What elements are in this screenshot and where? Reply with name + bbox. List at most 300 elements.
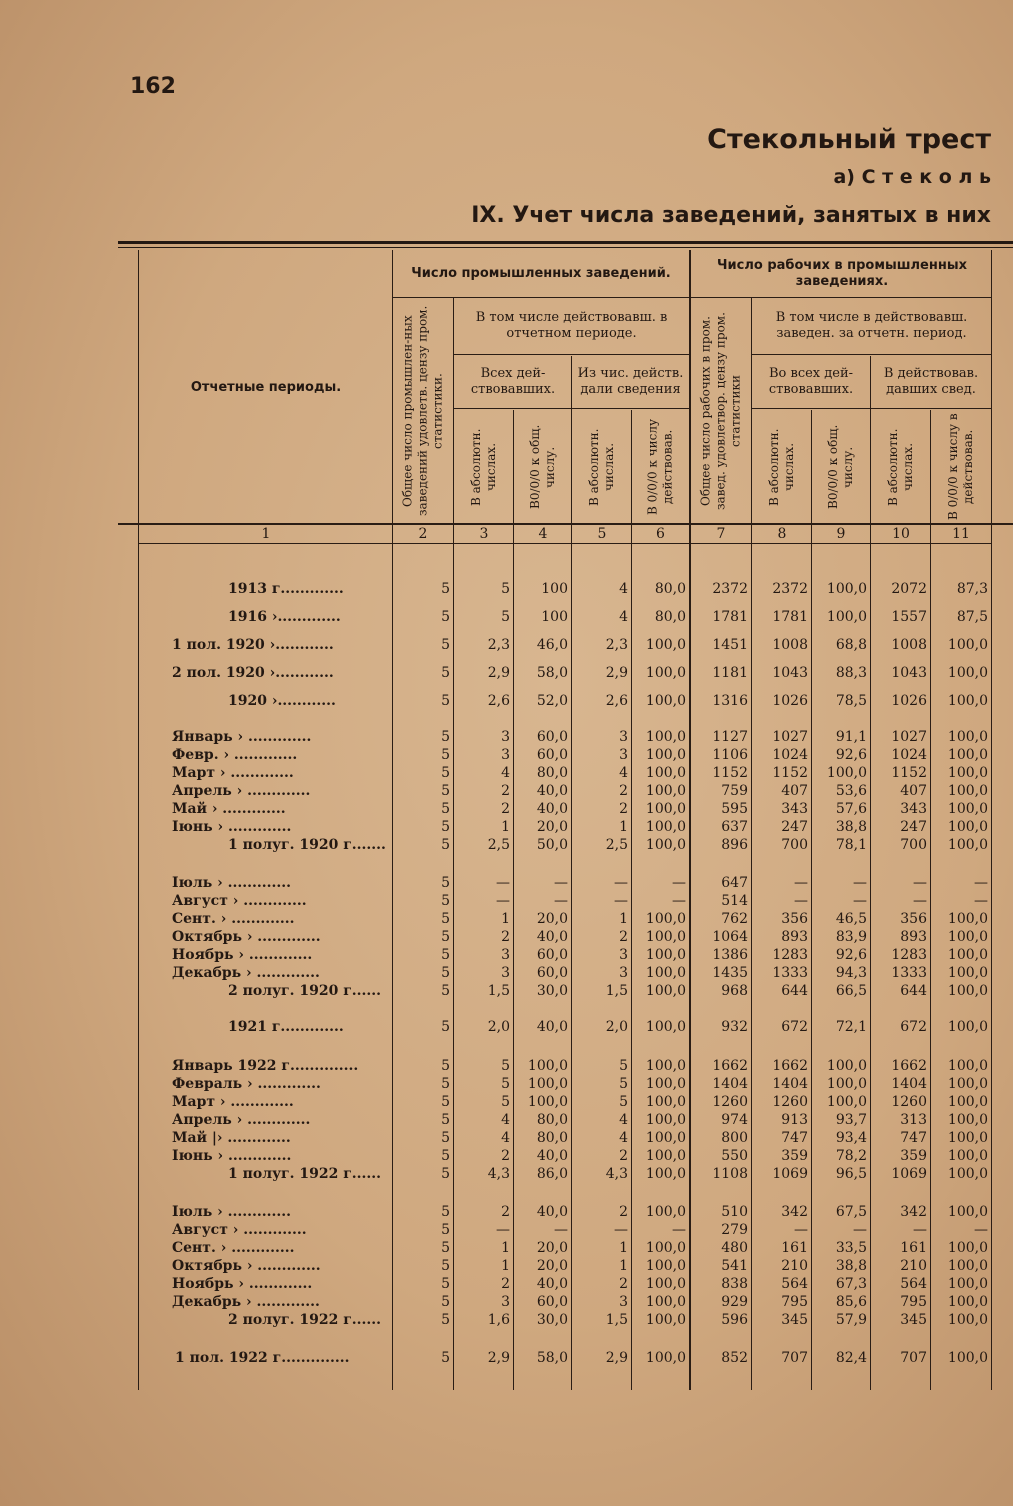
table-cell: 1557 [891, 609, 927, 625]
table-cell: 2,5 [605, 837, 628, 853]
table-cell: 100,0 [947, 1076, 988, 1092]
table-cell: 2 [501, 929, 510, 945]
table-cell: 4 [619, 765, 628, 781]
table-cell: 747 [781, 1130, 808, 1146]
table-cell: 1106 [712, 747, 748, 763]
table-cell: 3 [619, 747, 628, 763]
table-cell: 100,0 [826, 1058, 867, 1074]
table-cell: 1781 [772, 609, 808, 625]
table-cell: 100,0 [645, 1112, 686, 1128]
table-cell: 247 [781, 819, 808, 835]
table-cell: 60,0 [536, 747, 568, 763]
table-cell: 5 [619, 1076, 628, 1092]
table-cell: 4 [501, 1130, 510, 1146]
table-cell: 932 [721, 1019, 748, 1035]
table-cell: 1435 [712, 965, 748, 981]
table-cell: 345 [900, 1312, 927, 1328]
table-cell: 514 [721, 893, 748, 909]
table-cell: 5 [441, 1222, 450, 1238]
table-cell: 1 [619, 911, 628, 927]
table-cell: 80,0 [654, 581, 686, 597]
table-cell: 759 [721, 783, 748, 799]
table-cell: 40,0 [536, 783, 568, 799]
table-cell: — [913, 893, 927, 909]
table-cell: — [794, 1222, 808, 1238]
table-cell: 1,5 [487, 983, 510, 999]
grid-line [751, 354, 991, 355]
table-cell: 1152 [712, 765, 748, 781]
table-cell: 100,0 [645, 1350, 686, 1366]
header-pct-3: В0/0/0 к общ. числу. [826, 424, 855, 510]
table-cell: — [496, 893, 510, 909]
table-cell: 480 [721, 1240, 748, 1256]
table-cell: 1781 [712, 609, 748, 625]
table-cell: 974 [721, 1112, 748, 1128]
table-cell: 2,9 [605, 1350, 628, 1366]
table-cell: 3 [501, 947, 510, 963]
table-cell: 2,9 [487, 1350, 510, 1366]
table-cell: 5 [441, 875, 450, 891]
table-cell: 53,6 [835, 783, 867, 799]
row-label: Iюль › ............. [172, 1204, 291, 1220]
table-cell: 100,0 [645, 837, 686, 853]
row-label: Сент. › ............. [172, 1240, 295, 1256]
table-cell: 2 [619, 1204, 628, 1220]
table-cell: 4 [619, 1112, 628, 1128]
table-cell: 3 [619, 947, 628, 963]
table-cell: 40,0 [536, 801, 568, 817]
table-cell: 5 [441, 1019, 450, 1035]
header-of-reported: Из чис. действ. дали сведения [577, 366, 684, 397]
table-cell: 5 [441, 693, 450, 709]
table-cell: 1 [501, 819, 510, 835]
table-cell: — [853, 1222, 867, 1238]
header-abs-1: В абсолютн. числах. [469, 428, 498, 506]
table-cell: — [614, 1222, 628, 1238]
table-cell: 4 [619, 581, 628, 597]
table-cell: 247 [900, 819, 927, 835]
table-cell: 82,4 [835, 1350, 867, 1366]
top-rule-thin [118, 247, 1013, 248]
grid-line [138, 250, 139, 1390]
table-cell: 1404 [712, 1076, 748, 1092]
row-label: Апрель › ............. [172, 1112, 311, 1128]
table-cell: 100,0 [645, 1240, 686, 1256]
table-cell: 1026 [891, 693, 927, 709]
table-cell: 93,7 [835, 1112, 867, 1128]
table-cell: 100,0 [645, 765, 686, 781]
table-cell: 1152 [772, 765, 808, 781]
row-label: Ноябрь › ............. [172, 1276, 313, 1292]
table-cell: 356 [781, 911, 808, 927]
table-cell: 5 [441, 801, 450, 817]
table-cell: 647 [721, 875, 748, 891]
row-label: 2 полуг. 1922 г...... [228, 1312, 382, 1328]
table-cell: 100,0 [947, 911, 988, 927]
table-cell: 762 [721, 911, 748, 927]
table-cell: 100,0 [947, 1294, 988, 1310]
table-cell: 3 [501, 747, 510, 763]
table-cell: 2 [619, 1148, 628, 1164]
header-establishments: Число промышленных заведений. [411, 266, 671, 281]
table-cell: 20,0 [536, 819, 568, 835]
table-cell: 1027 [891, 729, 927, 745]
table-cell: 5 [501, 1076, 510, 1092]
table-cell: 5 [441, 947, 450, 963]
table-cell: 92,6 [835, 747, 867, 763]
table-cell: 100,0 [645, 693, 686, 709]
table-cell: 5 [619, 1058, 628, 1074]
table-cell: 100,0 [826, 1094, 867, 1110]
table-cell: 1404 [772, 1076, 808, 1092]
table-cell: 1108 [712, 1166, 748, 1182]
table-cell: 672 [900, 1019, 927, 1035]
table-cell: 1024 [772, 747, 808, 763]
table-cell: 40,0 [536, 1148, 568, 1164]
grid-line [689, 250, 691, 1390]
table-cell: 20,0 [536, 1240, 568, 1256]
trust-title: Стекольный трест [707, 124, 991, 155]
table-cell: 795 [781, 1294, 808, 1310]
table-cell: 5 [501, 1058, 510, 1074]
table-cell: 100,0 [947, 1019, 988, 1035]
table-cell: 87,3 [956, 581, 988, 597]
table-cell: 5 [441, 1204, 450, 1220]
table-cell: 83,9 [835, 929, 867, 945]
table-cell: 20,0 [536, 1258, 568, 1274]
row-label: Iюнь › ............. [172, 1148, 292, 1164]
table-cell: 40,0 [536, 1204, 568, 1220]
table-cell: 67,5 [835, 1204, 867, 1220]
table-cell: 1181 [712, 665, 748, 681]
table-cell: 407 [900, 783, 927, 799]
table-cell: 279 [721, 1222, 748, 1238]
grid-line [453, 298, 454, 1390]
row-label: Апрель › ............. [172, 783, 311, 799]
table-cell: 550 [721, 1148, 748, 1164]
table-cell: 38,8 [835, 1258, 867, 1274]
table-cell: 100,0 [645, 1294, 686, 1310]
table-cell: 2372 [772, 581, 808, 597]
table-cell: 210 [781, 1258, 808, 1274]
table-cell: 1283 [891, 947, 927, 963]
col-number-8: 8 [777, 526, 787, 542]
table-cell: 100,0 [947, 1148, 988, 1164]
table-cell: 91,1 [835, 729, 867, 745]
table-cell: 100,0 [826, 581, 867, 597]
table-cell: 100,0 [947, 1094, 988, 1110]
subsection-title: а) С т е к о л ь [833, 166, 991, 188]
table-cell: 100,0 [527, 1076, 568, 1092]
table-cell: 359 [781, 1148, 808, 1164]
table-cell: 3 [501, 965, 510, 981]
table-cell: 5 [441, 911, 450, 927]
section-title: IX. Учет числа заведений, занятых в них [471, 203, 991, 228]
table-cell: 100,0 [947, 819, 988, 835]
table-cell: 1,5 [605, 983, 628, 999]
table-cell: 100,0 [947, 1166, 988, 1182]
table-cell: 1043 [891, 665, 927, 681]
table-cell: 5 [501, 581, 510, 597]
table-cell: 1662 [712, 1058, 748, 1074]
table-cell: 852 [721, 1350, 748, 1366]
table-cell: — [554, 1222, 568, 1238]
table-cell: — [794, 893, 808, 909]
row-label: 1 полуг. 1922 г...... [228, 1166, 382, 1182]
table-cell: 100,0 [947, 783, 988, 799]
row-label: 2 пол. 1920 ›............ [172, 665, 334, 681]
table-cell: 80,0 [536, 765, 568, 781]
col-number-1: 1 [261, 526, 271, 542]
table-cell: 87,5 [956, 609, 988, 625]
row-label: Январь › ............. [172, 729, 312, 745]
table-cell: 1,5 [605, 1312, 628, 1328]
table-cell: 46,5 [835, 911, 867, 927]
table-cell: 100,0 [527, 1058, 568, 1074]
row-label: Январь 1922 г.............. [172, 1058, 359, 1074]
table-cell: 5 [441, 1094, 450, 1110]
table-cell: 100,0 [826, 1076, 867, 1092]
table-cell: — [672, 1222, 686, 1238]
table-cell: 100,0 [645, 947, 686, 963]
table-cell: 1333 [772, 965, 808, 981]
table-cell: 5 [441, 637, 450, 653]
table-cell: 1662 [772, 1058, 808, 1074]
table-cell: 2,3 [605, 637, 628, 653]
grid-line [392, 250, 393, 1390]
col-number-3: 3 [479, 526, 489, 542]
row-label: Ноябрь › ............. [172, 947, 313, 963]
table-cell: 92,6 [835, 947, 867, 963]
table-cell: 1451 [712, 637, 748, 653]
table-cell: 1008 [772, 637, 808, 653]
row-label: Август › ............. [172, 893, 307, 909]
grid-line [751, 298, 752, 1390]
table-cell: 5 [441, 929, 450, 945]
table-cell: 58,0 [536, 665, 568, 681]
table-cell: 913 [781, 1112, 808, 1128]
table-cell: 100,0 [947, 1112, 988, 1128]
table-cell: 100,0 [645, 1312, 686, 1328]
table-cell: — [554, 875, 568, 891]
table-cell: 5 [441, 1276, 450, 1292]
table-cell: 3 [619, 1294, 628, 1310]
table-cell: 30,0 [536, 1312, 568, 1328]
table-cell: 2,3 [487, 637, 510, 653]
table-cell: 100,0 [947, 1240, 988, 1256]
table-cell: 1027 [772, 729, 808, 745]
row-label: 1916 ›............. [228, 609, 341, 625]
table-cell: 60,0 [536, 729, 568, 745]
table-cell: 313 [900, 1112, 927, 1128]
table-cell: 1064 [712, 929, 748, 945]
table-cell: 4 [619, 609, 628, 625]
table-cell: 100,0 [826, 609, 867, 625]
table-cell: 595 [721, 801, 748, 817]
table-cell: 564 [781, 1276, 808, 1292]
table-cell: 800 [721, 1130, 748, 1146]
header-periods: Отчетные периоды. [190, 380, 342, 395]
table-cell: 5 [441, 765, 450, 781]
table-cell: 5 [441, 581, 450, 597]
table-cell: 4 [501, 765, 510, 781]
table-cell: 100,0 [645, 637, 686, 653]
table-cell: — [974, 875, 988, 891]
table-cell: 2 [501, 1276, 510, 1292]
table-cell: 100,0 [645, 665, 686, 681]
table-cell: — [913, 1222, 927, 1238]
table-cell: 5 [441, 1312, 450, 1328]
table-cell: 5 [441, 1130, 450, 1146]
table-cell: 161 [900, 1240, 927, 1256]
table-cell: 100 [541, 581, 568, 597]
table-cell: 1008 [891, 637, 927, 653]
table-cell: 2 [501, 801, 510, 817]
table-cell: 5 [441, 1058, 450, 1074]
page-number: 162 [130, 74, 176, 99]
table-cell: 100,0 [645, 965, 686, 981]
table-cell: 1260 [891, 1094, 927, 1110]
table-cell: 100,0 [947, 965, 988, 981]
table-cell: 2 [501, 783, 510, 799]
table-cell: 100,0 [645, 783, 686, 799]
header-in-all-active: Во всех дей-ствовавших. [768, 366, 854, 397]
table-cell: 2,9 [605, 665, 628, 681]
table-cell: 2,6 [487, 693, 510, 709]
table-cell: 100,0 [645, 983, 686, 999]
table-cell: 2 [619, 1276, 628, 1292]
row-label: 2 полуг. 1920 г...... [228, 983, 382, 999]
table-cell: 3 [501, 1294, 510, 1310]
row-label: Май |› ............. [172, 1130, 291, 1146]
table-cell: 2 [501, 1204, 510, 1220]
table-cell: 100,0 [645, 1076, 686, 1092]
table-cell: 2 [619, 783, 628, 799]
table-cell: 38,8 [835, 819, 867, 835]
table-cell: 72,1 [835, 1019, 867, 1035]
header-workers: Число рабочих в промышленных заведениях. [717, 258, 967, 289]
table-cell: 672 [781, 1019, 808, 1035]
table-cell: 4 [619, 1130, 628, 1146]
header-abs-3: В абсолютн. числах. [767, 428, 796, 506]
table-cell: 929 [721, 1294, 748, 1310]
col-number-6: 6 [656, 526, 665, 542]
col-number-5: 5 [597, 526, 607, 542]
table-cell: 20,0 [536, 911, 568, 927]
table-cell: 100,0 [645, 929, 686, 945]
header-all-active: Всех дей-ствовавших. [470, 366, 556, 397]
row-label: Март › ............. [172, 765, 294, 781]
table-cell: 838 [721, 1276, 748, 1292]
table-cell: 5 [441, 1148, 450, 1164]
table-cell: 5 [441, 983, 450, 999]
table-cell: 4 [501, 1112, 510, 1128]
table-cell: 1043 [772, 665, 808, 681]
table-cell: 5 [441, 783, 450, 799]
table-cell: 100,0 [947, 693, 988, 709]
table-cell: 100,0 [947, 1130, 988, 1146]
table-cell: 1386 [712, 947, 748, 963]
table-cell: 100,0 [645, 1258, 686, 1274]
table-cell: 40,0 [536, 1276, 568, 1292]
table-cell: 100,0 [645, 1130, 686, 1146]
table-cell: 5 [441, 1294, 450, 1310]
table-cell: 5 [441, 837, 450, 853]
top-rule [118, 241, 1013, 244]
table-cell: 100,0 [645, 1204, 686, 1220]
table-cell: 88,3 [835, 665, 867, 681]
table-cell: 407 [781, 783, 808, 799]
grid-line [453, 354, 689, 355]
table-cell: 2,0 [605, 1019, 628, 1035]
table-cell: 40,0 [536, 1019, 568, 1035]
table-cell: 100,0 [645, 1094, 686, 1110]
header-total-workers: Общее число рабочих в пром. завед. удовлетвор. цензу пром. статистики [698, 312, 743, 510]
grid-line [930, 410, 931, 1390]
header-incl-active: В том числе действовавш. в отчетном периоде. [475, 310, 668, 341]
table-cell: 541 [721, 1258, 748, 1274]
table-cell: 100,0 [645, 911, 686, 927]
table-cell: 2,6 [605, 693, 628, 709]
table-cell: 795 [900, 1294, 927, 1310]
table-cell: 5 [441, 893, 450, 909]
table-cell: — [672, 893, 686, 909]
table-cell: 1 [619, 1258, 628, 1274]
table-cell: 100,0 [947, 637, 988, 653]
table-cell: 343 [781, 801, 808, 817]
table-cell: 78,5 [835, 693, 867, 709]
table-cell: 1152 [891, 765, 927, 781]
table-cell: 85,6 [835, 1294, 867, 1310]
table-cell: 100,0 [645, 1019, 686, 1035]
table-cell: 5 [441, 965, 450, 981]
table-cell: 93,4 [835, 1130, 867, 1146]
table-cell: 100,0 [947, 947, 988, 963]
table-cell: 5 [501, 1094, 510, 1110]
table-cell: 46,0 [536, 637, 568, 653]
grid-line [453, 408, 689, 409]
table-cell: 1 [501, 1258, 510, 1274]
row-label: Февр. › ............. [172, 747, 298, 763]
table-cell: 60,0 [536, 965, 568, 981]
table-cell: 1404 [891, 1076, 927, 1092]
table-cell: 5 [619, 1094, 628, 1110]
row-label: Октябрь › ............. [172, 1258, 321, 1274]
row-label: 1 пол. 1920 ›............ [172, 637, 334, 653]
table-cell: 5 [441, 1350, 450, 1366]
table-cell: 1 [619, 1240, 628, 1256]
table-cell: 2,5 [487, 837, 510, 853]
table-cell: 66,5 [835, 983, 867, 999]
table-cell: 359 [900, 1148, 927, 1164]
header-pct-2: В 0/0/0 к числу действовав. [645, 418, 675, 516]
table-cell: 100,0 [947, 1258, 988, 1274]
table-cell: 2 [619, 801, 628, 817]
row-label: Февраль › ............. [172, 1076, 321, 1092]
table-cell: — [794, 875, 808, 891]
table-cell: 100,0 [645, 747, 686, 763]
header-pct-4: В 0/0/0 к числу в действовав. [946, 413, 975, 521]
grid-line [138, 543, 991, 544]
table-cell: 33,5 [835, 1240, 867, 1256]
header-pct-1: В0/0/0 к общ. числу. [528, 424, 557, 510]
table-cell: 60,0 [536, 1294, 568, 1310]
table-cell: 968 [721, 983, 748, 999]
table-cell: 100,0 [645, 801, 686, 817]
table-cell: 1069 [891, 1166, 927, 1182]
table-cell: 700 [781, 837, 808, 853]
table-cell: 100,0 [645, 819, 686, 835]
